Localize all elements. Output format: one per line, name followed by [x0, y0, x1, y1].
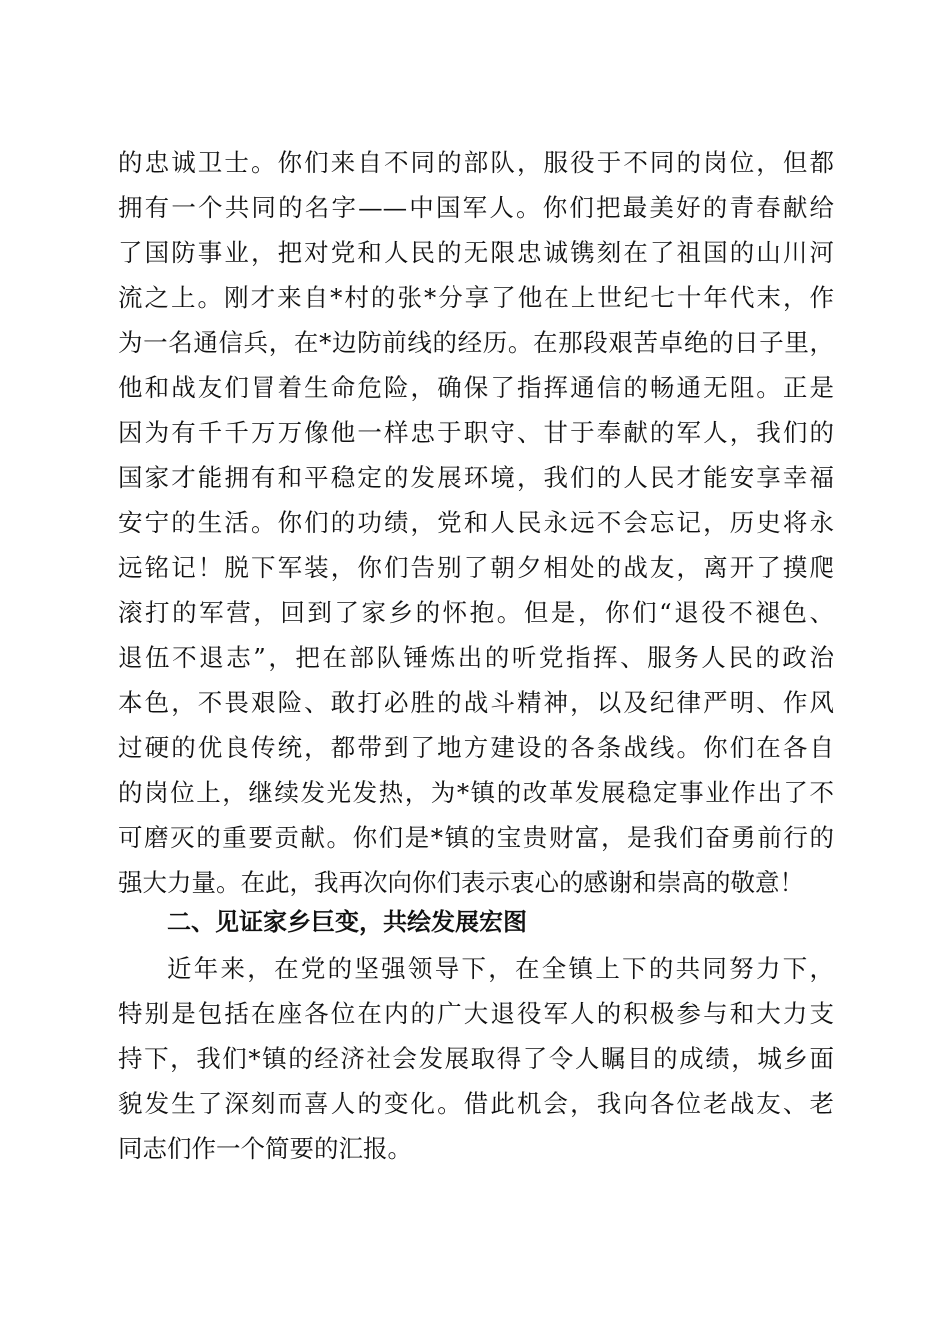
text-line: 国家才能拥有和平稳定的发展环境，我们的人民才能安享幸福 — [118, 463, 834, 492]
text-line: 拥有一个共同的名字——中国军人。你们把最美好的青春献给 — [118, 193, 834, 222]
text-line: 为一名通信兵，在*边防前线的经历。在那段艰苦卓绝的日子里， — [118, 328, 834, 357]
text-line: 滚打的军营，回到了家乡的怀抱。但是，你们“退役不褪色、 — [118, 598, 834, 627]
body-paragraph-report — [118, 946, 834, 1171]
text-line: 可磨灭的重要贡献。你们是*镇的宝贵财富，是我们奋勇前行的 — [118, 823, 834, 852]
text-line: 持下，我们*镇的经济社会发展取得了令人瞩目的成绩，城乡面 — [118, 1044, 834, 1073]
section-heading: 二、见证家乡巨变，共绘发展宏图 — [167, 908, 527, 936]
text-line: 他和战友们冒着生命危险，确保了指挥通信的畅通无阻。正是 — [118, 373, 834, 402]
text-line: 因为有千千万万像他一样忠于职守、甘于奉献的军人，我们的 — [118, 418, 834, 447]
text-line: 了国防事业，把对党和人民的无限忠诚镌刻在了祖国的山川河 — [118, 238, 834, 267]
text-line: 特别是包括在座各位在内的广大退役军人的积极参与和大力支 — [118, 999, 834, 1028]
body-paragraph-tribute — [118, 140, 834, 905]
text-line: 强大力量。在此，我再次向你们表示衷心的感谢和崇高的敬意！ — [118, 868, 804, 897]
text-line: 过硬的优良传统，都带到了地方建设的各条战线。你们在各自 — [118, 733, 834, 762]
text-line: 远铭记！脱下军装，你们告别了朝夕相处的战友，离开了摸爬 — [118, 553, 834, 582]
text-line: 安宁的生活。你们的功绩，党和人民永远不会忘记，历史将永 — [118, 508, 834, 537]
text-line: 流之上。刚才来自*村的张*分享了他在上世纪七十年代末，作 — [118, 283, 834, 312]
text-line: 近年来，在党的坚强领导下，在全镇上下的共同努力下， — [167, 954, 834, 983]
text-line: 的岗位上，继续发光发热，为*镇的改革发展稳定事业作出了不 — [118, 778, 834, 807]
text-line: 本色，不畏艰险、敢打必胜的战斗精神，以及纪律严明、作风 — [118, 688, 834, 717]
text-line: 貌发生了深刻而喜人的变化。借此机会，我向各位老战友、老 — [118, 1089, 834, 1118]
text-line: 同志们作一个简要的汇报。 — [118, 1134, 412, 1163]
text-line: 退伍不退志”，把在部队锤炼出的听党指挥、服务人民的政治 — [118, 643, 834, 672]
text-line: 的忠诚卫士。你们来自不同的部队，服役于不同的岗位，但都 — [118, 148, 834, 177]
